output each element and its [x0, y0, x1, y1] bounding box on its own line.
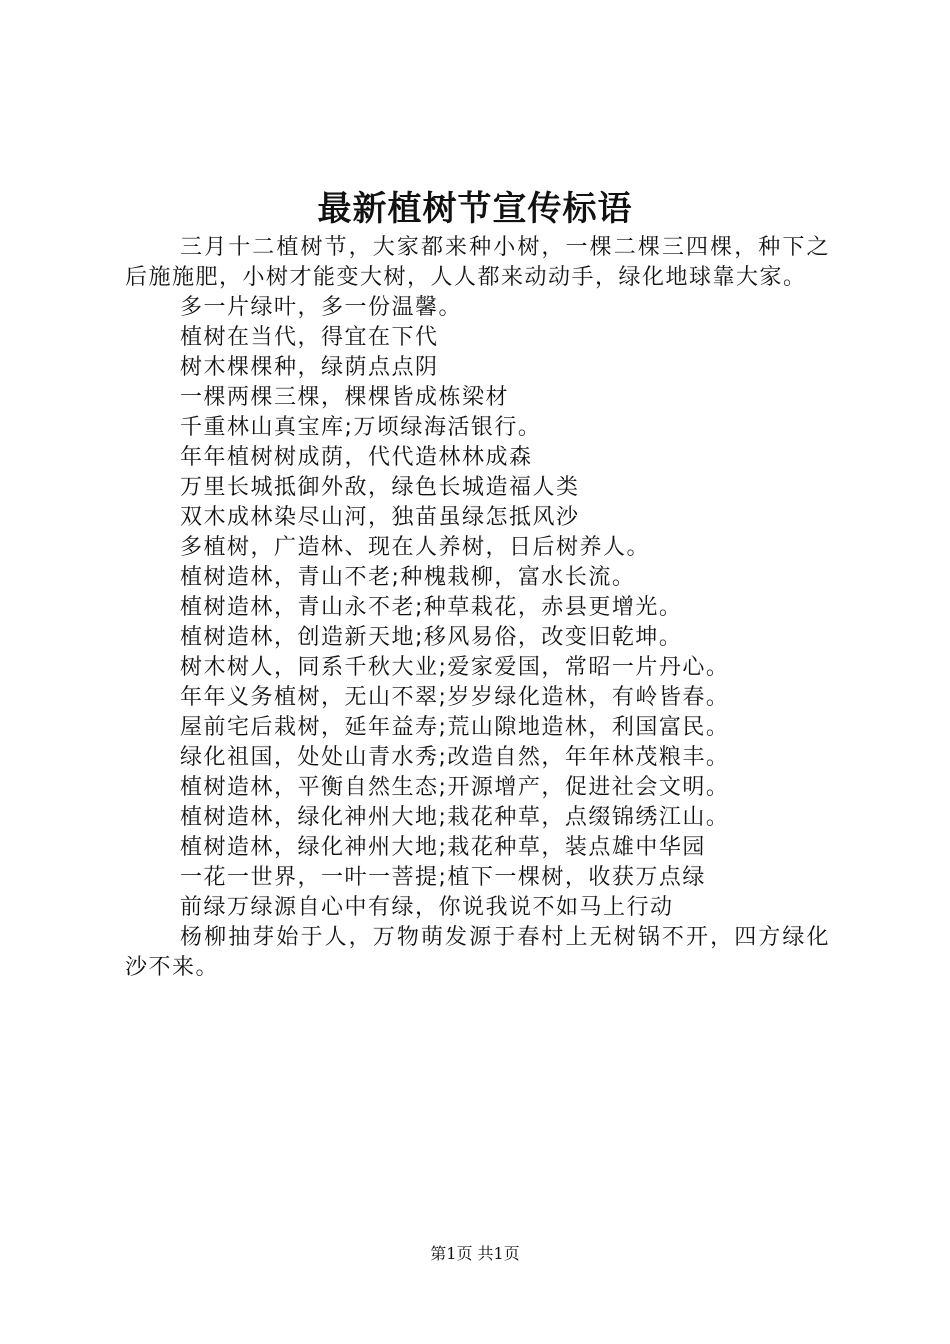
paragraph: 万里长城抵御外敌，绿色长城造福人类	[180, 475, 580, 500]
paragraph: 前绿万绿源自心中有绿，你说我说不如马上行动	[180, 895, 674, 920]
paragraph: 一花一世界，一叶一菩提;植下一棵树，收获万点绿	[180, 865, 706, 890]
paragraph: 树木棵棵种，绿荫点点阴	[180, 355, 439, 380]
paragraph: 年年植树树成荫，代代造林林成森	[180, 445, 533, 470]
paragraph: 树木树人，同系千秋大业;爱家爱国，常昭一片丹心。	[180, 655, 730, 680]
paragraph: 多一片绿叶，多一份温馨。	[180, 295, 463, 320]
page-number-footer: 第1页 共1页	[430, 1244, 520, 1263]
paragraph: 多植树，广造林、现在人养树，日后树养人。	[180, 535, 651, 560]
document-body	[125, 233, 830, 983]
paragraph: 双木成林染尽山河，独苗虽绿怎抵风沙	[180, 505, 580, 530]
paragraph: 植树造林，青山永不老;种草栽花，赤县更增光。	[180, 595, 683, 620]
paragraph: 植树造林，绿化神州大地;栽花种草，装点雄中华园	[180, 835, 706, 860]
paragraph: 植树造林，绿化神州大地;栽花种草，点缀锦绣江山。	[180, 805, 730, 830]
document-title: 最新植树节宣传标语	[317, 189, 633, 229]
paragraph: 植树造林，青山不老;种槐栽柳，富水长流。	[180, 565, 636, 590]
paragraph: 绿化祖国，处处山青水秀;改造自然，年年林茂粮丰。	[180, 745, 730, 770]
paragraph: 三月十二植树节，大家都来种小树，一棵二棵三四棵，种下之后施施肥，小树才能变大树，人人都来动动手，绿化地球靠大家。	[125, 235, 830, 290]
paragraph: 千重林山真宝库;万顷绿海活银行。	[180, 415, 542, 440]
paragraph: 植树在当代，得宜在下代	[180, 325, 439, 350]
paragraph: 一棵两棵三棵，棵棵皆成栋梁材	[180, 385, 510, 410]
paragraph: 屋前宅后栽树，延年益寿;荒山隙地造林，利国富民。	[180, 715, 730, 740]
paragraph: 杨柳抽芽始于人，万物萌发源于春村上无树锅不开，四方绿化沙不来。	[125, 925, 830, 980]
paragraph: 年年义务植树，无山不翠;岁岁绿化造林，有岭皆春。	[180, 685, 730, 710]
paragraph: 植树造林，创造新天地;移风易俗，改变旧乾坤。	[180, 625, 683, 650]
paragraph: 植树造林，平衡自然生态;开源增产，促进社会文明。	[180, 775, 730, 800]
